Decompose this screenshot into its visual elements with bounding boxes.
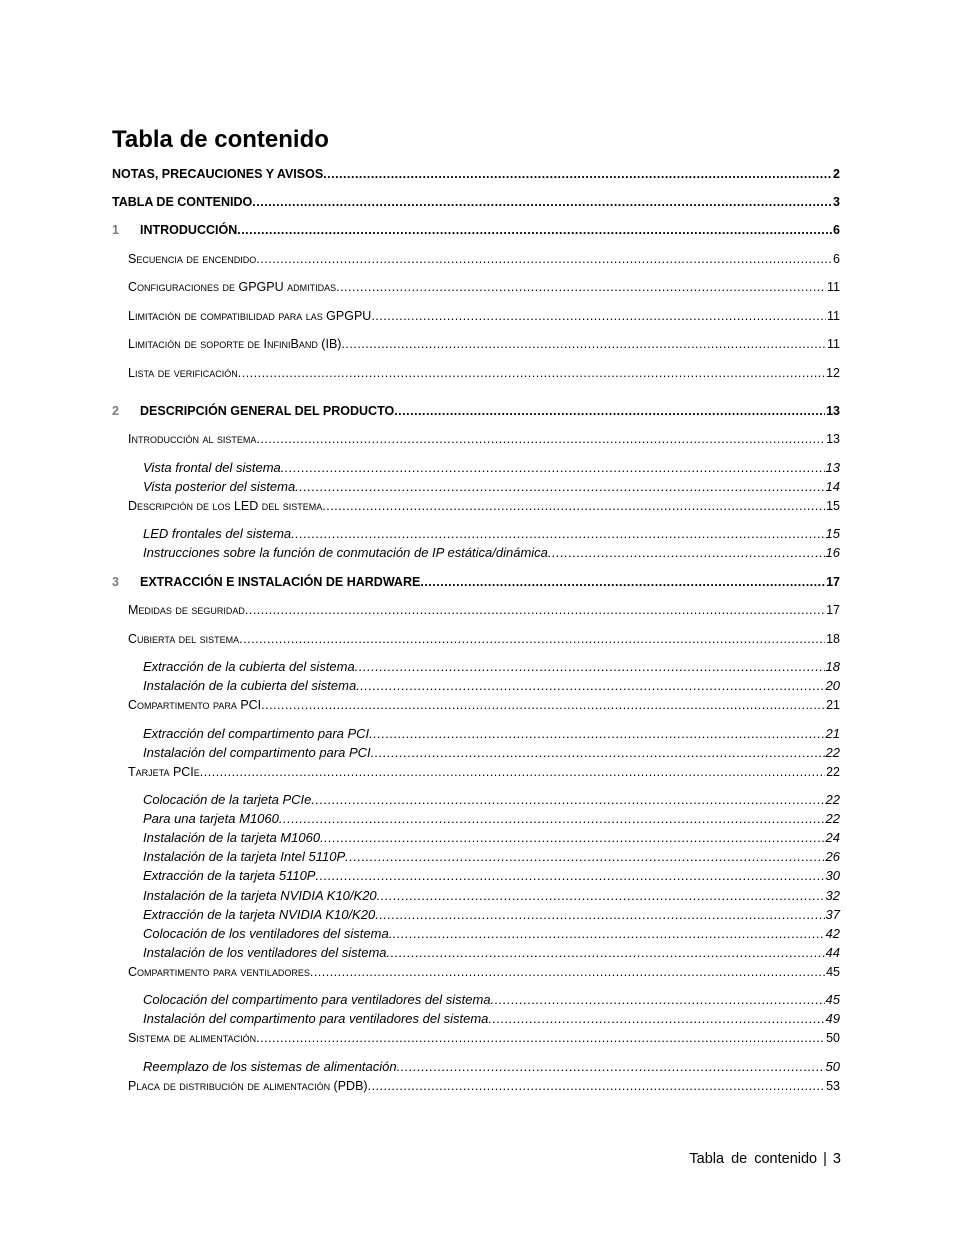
page-title: Tabla de contenido [112,126,329,153]
toc-chapter-entry[interactable]: 3 EXTRACCIÓN E INSTALACIÓN DE HARDWARE ..... 17 [112,574,840,590]
toc-subsection-entry[interactable]: Instalación de la cubierta del sistema ..... 20 [143,678,840,694]
toc-subsection-entry[interactable]: Extracción de la tarjeta 5110P ..... 30 [143,868,840,884]
toc-subsection-entry[interactable]: Instalación de la tarjeta Intel 5110P ..... 26 [143,849,840,865]
toc-subsection-entry[interactable]: Vista posterior del sistema ..... 14 [143,479,840,495]
toc-section-entry[interactable]: Introducción al sistema ..... 13 [128,431,840,447]
toc-section-entry[interactable]: Descripción de los LED del sistema ..... 15 [128,498,840,514]
toc-subsection-entry[interactable]: Extracción de la tarjeta NVIDIA K10/K20 ..... 37 [143,907,840,923]
toc-subsection-entry[interactable]: LED frontales del sistema ..... 15 [143,526,840,542]
toc-subsection-entry[interactable]: Extracción del compartimento para PCI ..... 21 [143,726,840,742]
toc-subsection-entry[interactable]: Colocación del compartimento para ventiladores del sistema ..... 45 [143,992,840,1008]
toc-subsection-entry[interactable]: Instalación de la tarjeta NVIDIA K10/K20 ..... 32 [143,888,840,904]
toc-section-entry[interactable]: Cubierta del sistema ..... 18 [128,631,840,647]
toc-chapter-entry[interactable]: 1 INTRODUCCIÓN ..... 6 [112,222,840,238]
toc-section-entry[interactable]: Limitación de compatibilidad para las GPGPU ..... 11 [128,308,840,324]
toc-subsection-entry[interactable]: Instalación del compartimento para PCI ..... 22 [143,745,840,761]
toc-subsection-entry[interactable]: Instalación de la tarjeta M1060 ..... 24 [143,830,840,846]
toc-section-entry[interactable]: Medidas de seguridad ..... 17 [128,602,840,618]
toc-section-entry[interactable]: Placa de distribución de alimentación (PDB) ..... 53 [128,1078,840,1094]
toc-subsection-entry[interactable]: Colocación de la tarjeta PCIe ..... 22 [143,792,840,808]
footer-title: Tabla de contenido [689,1151,818,1167]
toc-subsection-entry[interactable]: Instalación del compartimento para ventiladores del sistema ..... 49 [143,1011,840,1027]
toc-subsection-entry[interactable]: Instrucciones sobre la función de conmutación de IP estática/dinámica ..... 16 [143,545,840,561]
toc-section-entry[interactable]: Limitación de soporte de InfiniBand (IB) ..... 11 [128,336,840,352]
toc-section-entry[interactable]: Compartimento para PCI ..... 21 [128,697,840,713]
toc-section-entry[interactable]: Compartimento para ventiladores ..... 45 [128,964,840,980]
toc-entry[interactable]: NOTAS, PRECAUCIONES Y AVISOS ..... 2 [112,166,840,182]
toc-subsection-entry[interactable]: Extracción de la cubierta del sistema ..... 18 [143,659,840,675]
toc-section-entry[interactable]: Sistema de alimentación ..... 50 [128,1030,840,1046]
toc-subsection-entry[interactable]: Reemplazo de los sistemas de alimentación ..... 50 [143,1059,840,1075]
footer-page-number: 3 [832,1151,841,1167]
toc-subsection-entry[interactable]: Vista frontal del sistema ..... 13 [143,460,840,476]
toc-chapter-entry[interactable]: 2 DESCRIPCIÓN GENERAL DEL PRODUCTO ..... 13 [112,403,840,419]
toc-section-entry[interactable]: Tarjeta PCIe ..... 22 [128,764,840,780]
toc-section-entry[interactable]: Configuraciones de GPGPU admitidas ..... 11 [128,279,840,295]
toc-entry[interactable]: TABLA DE CONTENIDO ..... 3 [112,194,840,210]
toc-section-entry[interactable]: Lista de verificación ..... 12 [128,365,840,381]
toc-subsection-entry[interactable]: Para una tarjeta M1060 ..... 22 [143,811,840,827]
page-footer [689,1151,841,1167]
toc-section-entry[interactable]: Secuencia de encendido ..... 6 [128,251,840,267]
toc-subsection-entry[interactable]: Instalación de los ventiladores del sistema ..... 44 [143,945,840,961]
footer-separator: | [823,1151,827,1167]
toc-subsection-entry[interactable]: Colocación de los ventiladores del sistema ..... 42 [143,926,840,942]
